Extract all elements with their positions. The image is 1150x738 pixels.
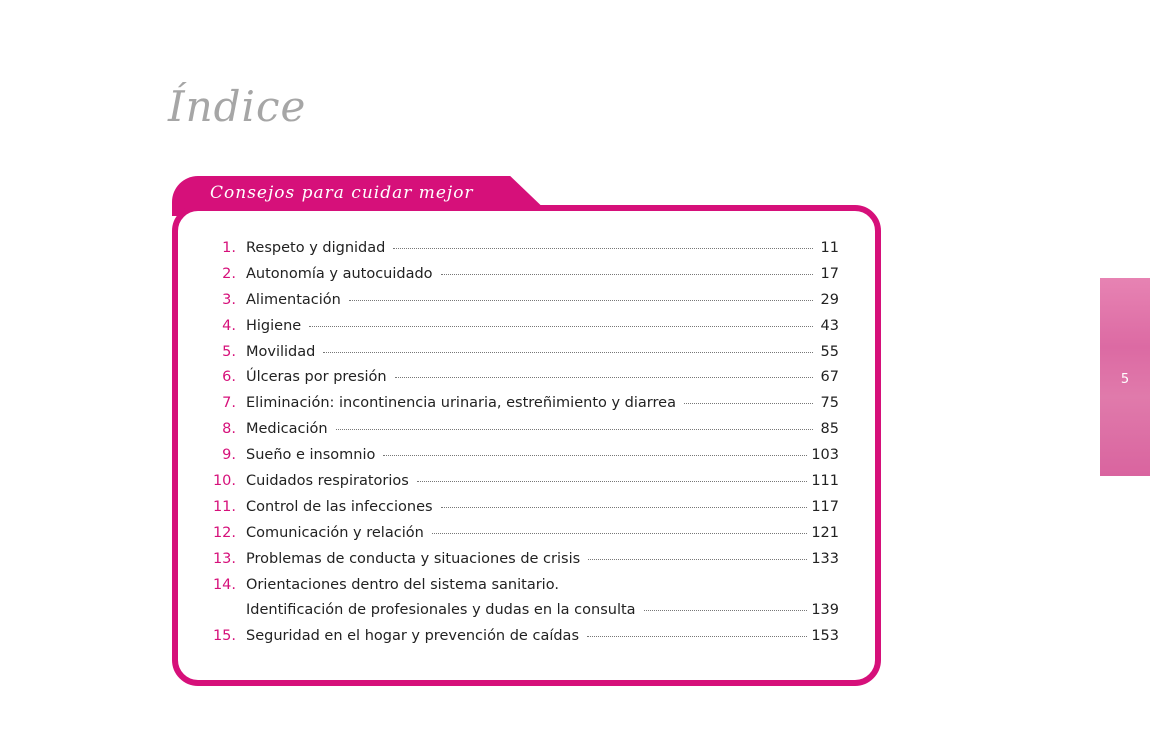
toc-number: 4. xyxy=(222,317,236,334)
toc-item[interactable] xyxy=(205,551,839,577)
dot-leader xyxy=(587,636,807,637)
toc-title: Autonomía y autocuidado xyxy=(246,265,433,282)
toc-page-number: 11 xyxy=(820,240,839,256)
toc-page-number: 43 xyxy=(820,317,839,334)
dot-leader xyxy=(349,300,813,301)
dot-leader xyxy=(395,377,813,378)
toc-title: Alimentación xyxy=(246,291,341,308)
toc-page-number: 117 xyxy=(811,498,839,515)
toc-item[interactable] xyxy=(205,344,839,370)
toc-item[interactable] xyxy=(205,292,839,318)
toc-item[interactable] xyxy=(205,240,839,266)
toc-title: Seguridad en el hogar y prevención de caídas xyxy=(246,628,579,645)
toc-page-number: 75 xyxy=(820,395,839,412)
toc-number: 8. xyxy=(222,421,236,438)
toc-page-number: 139 xyxy=(811,602,839,619)
toc-page-number: 153 xyxy=(811,628,839,645)
toc-number: 11. xyxy=(212,498,236,515)
toc-item[interactable] xyxy=(205,473,839,499)
dot-leader xyxy=(644,610,808,611)
page-number: 5 xyxy=(1120,372,1130,387)
dot-leader xyxy=(684,403,813,404)
toc-item-continuation[interactable] xyxy=(205,602,839,628)
toc-item[interactable] xyxy=(205,525,839,551)
dot-leader xyxy=(323,352,813,353)
toc-page-number: 133 xyxy=(811,550,839,567)
toc-number: 5. xyxy=(222,343,236,360)
dot-leader xyxy=(336,429,813,430)
dot-leader xyxy=(309,326,813,327)
dot-leader xyxy=(417,481,807,482)
toc-item[interactable] xyxy=(205,577,839,603)
toc-item[interactable] xyxy=(205,628,839,654)
toc-page-number: 103 xyxy=(811,447,839,464)
toc-item[interactable] xyxy=(205,395,839,421)
toc-number: 9. xyxy=(222,447,236,464)
toc-title: Medicación xyxy=(246,421,328,438)
toc-number: 14. xyxy=(212,576,236,593)
table-of-contents xyxy=(205,240,839,654)
dot-leader xyxy=(441,274,813,275)
toc-number: 3. xyxy=(222,291,236,308)
toc-title: Sueño e insomnio xyxy=(246,447,376,464)
toc-page-number: 111 xyxy=(811,473,839,490)
dot-leader xyxy=(393,248,813,249)
page-title: Índice xyxy=(168,82,307,131)
toc-title: Problemas de conducta y situaciones de crisis xyxy=(246,550,581,567)
toc-title: Úlceras por presión xyxy=(246,369,387,386)
toc-number: 6. xyxy=(222,369,236,386)
toc-number: 2. xyxy=(222,265,236,282)
dot-leader xyxy=(588,559,807,560)
toc-title: Higiene xyxy=(246,317,302,334)
toc-item[interactable] xyxy=(205,421,839,447)
toc-number: 13. xyxy=(212,550,236,567)
toc-title: Comunicación y relación xyxy=(246,524,424,541)
toc-page-number: 67 xyxy=(820,369,839,386)
toc-title: Control de las infecciones xyxy=(246,498,433,515)
toc-item[interactable] xyxy=(205,499,839,525)
dot-leader xyxy=(441,507,808,508)
toc-number: 10. xyxy=(212,473,236,490)
toc-title: Cuidados respiratorios xyxy=(246,473,409,490)
dot-leader xyxy=(383,455,807,456)
toc-title: Movilidad xyxy=(246,343,316,360)
toc-number: 1. xyxy=(222,240,236,256)
toc-page-number: 85 xyxy=(820,421,839,438)
toc-number: 12. xyxy=(212,524,236,541)
toc-number: 15. xyxy=(212,628,236,645)
toc-item[interactable] xyxy=(205,318,839,344)
toc-page-number: 29 xyxy=(820,291,839,308)
section-title: Consejos para cuidar mejor xyxy=(210,183,474,203)
toc-title: Eliminación: incontinencia urinaria, estreñimiento y diarrea xyxy=(246,395,676,412)
dot-leader xyxy=(432,533,808,534)
toc-title: Identificación de profesionales y dudas en la consulta xyxy=(246,602,636,619)
toc-page-number: 121 xyxy=(811,524,839,541)
toc-item[interactable] xyxy=(205,447,839,473)
toc-item[interactable] xyxy=(205,266,839,292)
toc-page-number: 55 xyxy=(820,343,839,360)
toc-page-number: 17 xyxy=(820,265,839,282)
toc-item[interactable] xyxy=(205,369,839,395)
toc-title: Orientaciones dentro del sistema sanitario. xyxy=(246,576,559,593)
toc-title: Respeto y dignidad xyxy=(246,240,386,256)
toc-number: 7. xyxy=(222,395,236,412)
